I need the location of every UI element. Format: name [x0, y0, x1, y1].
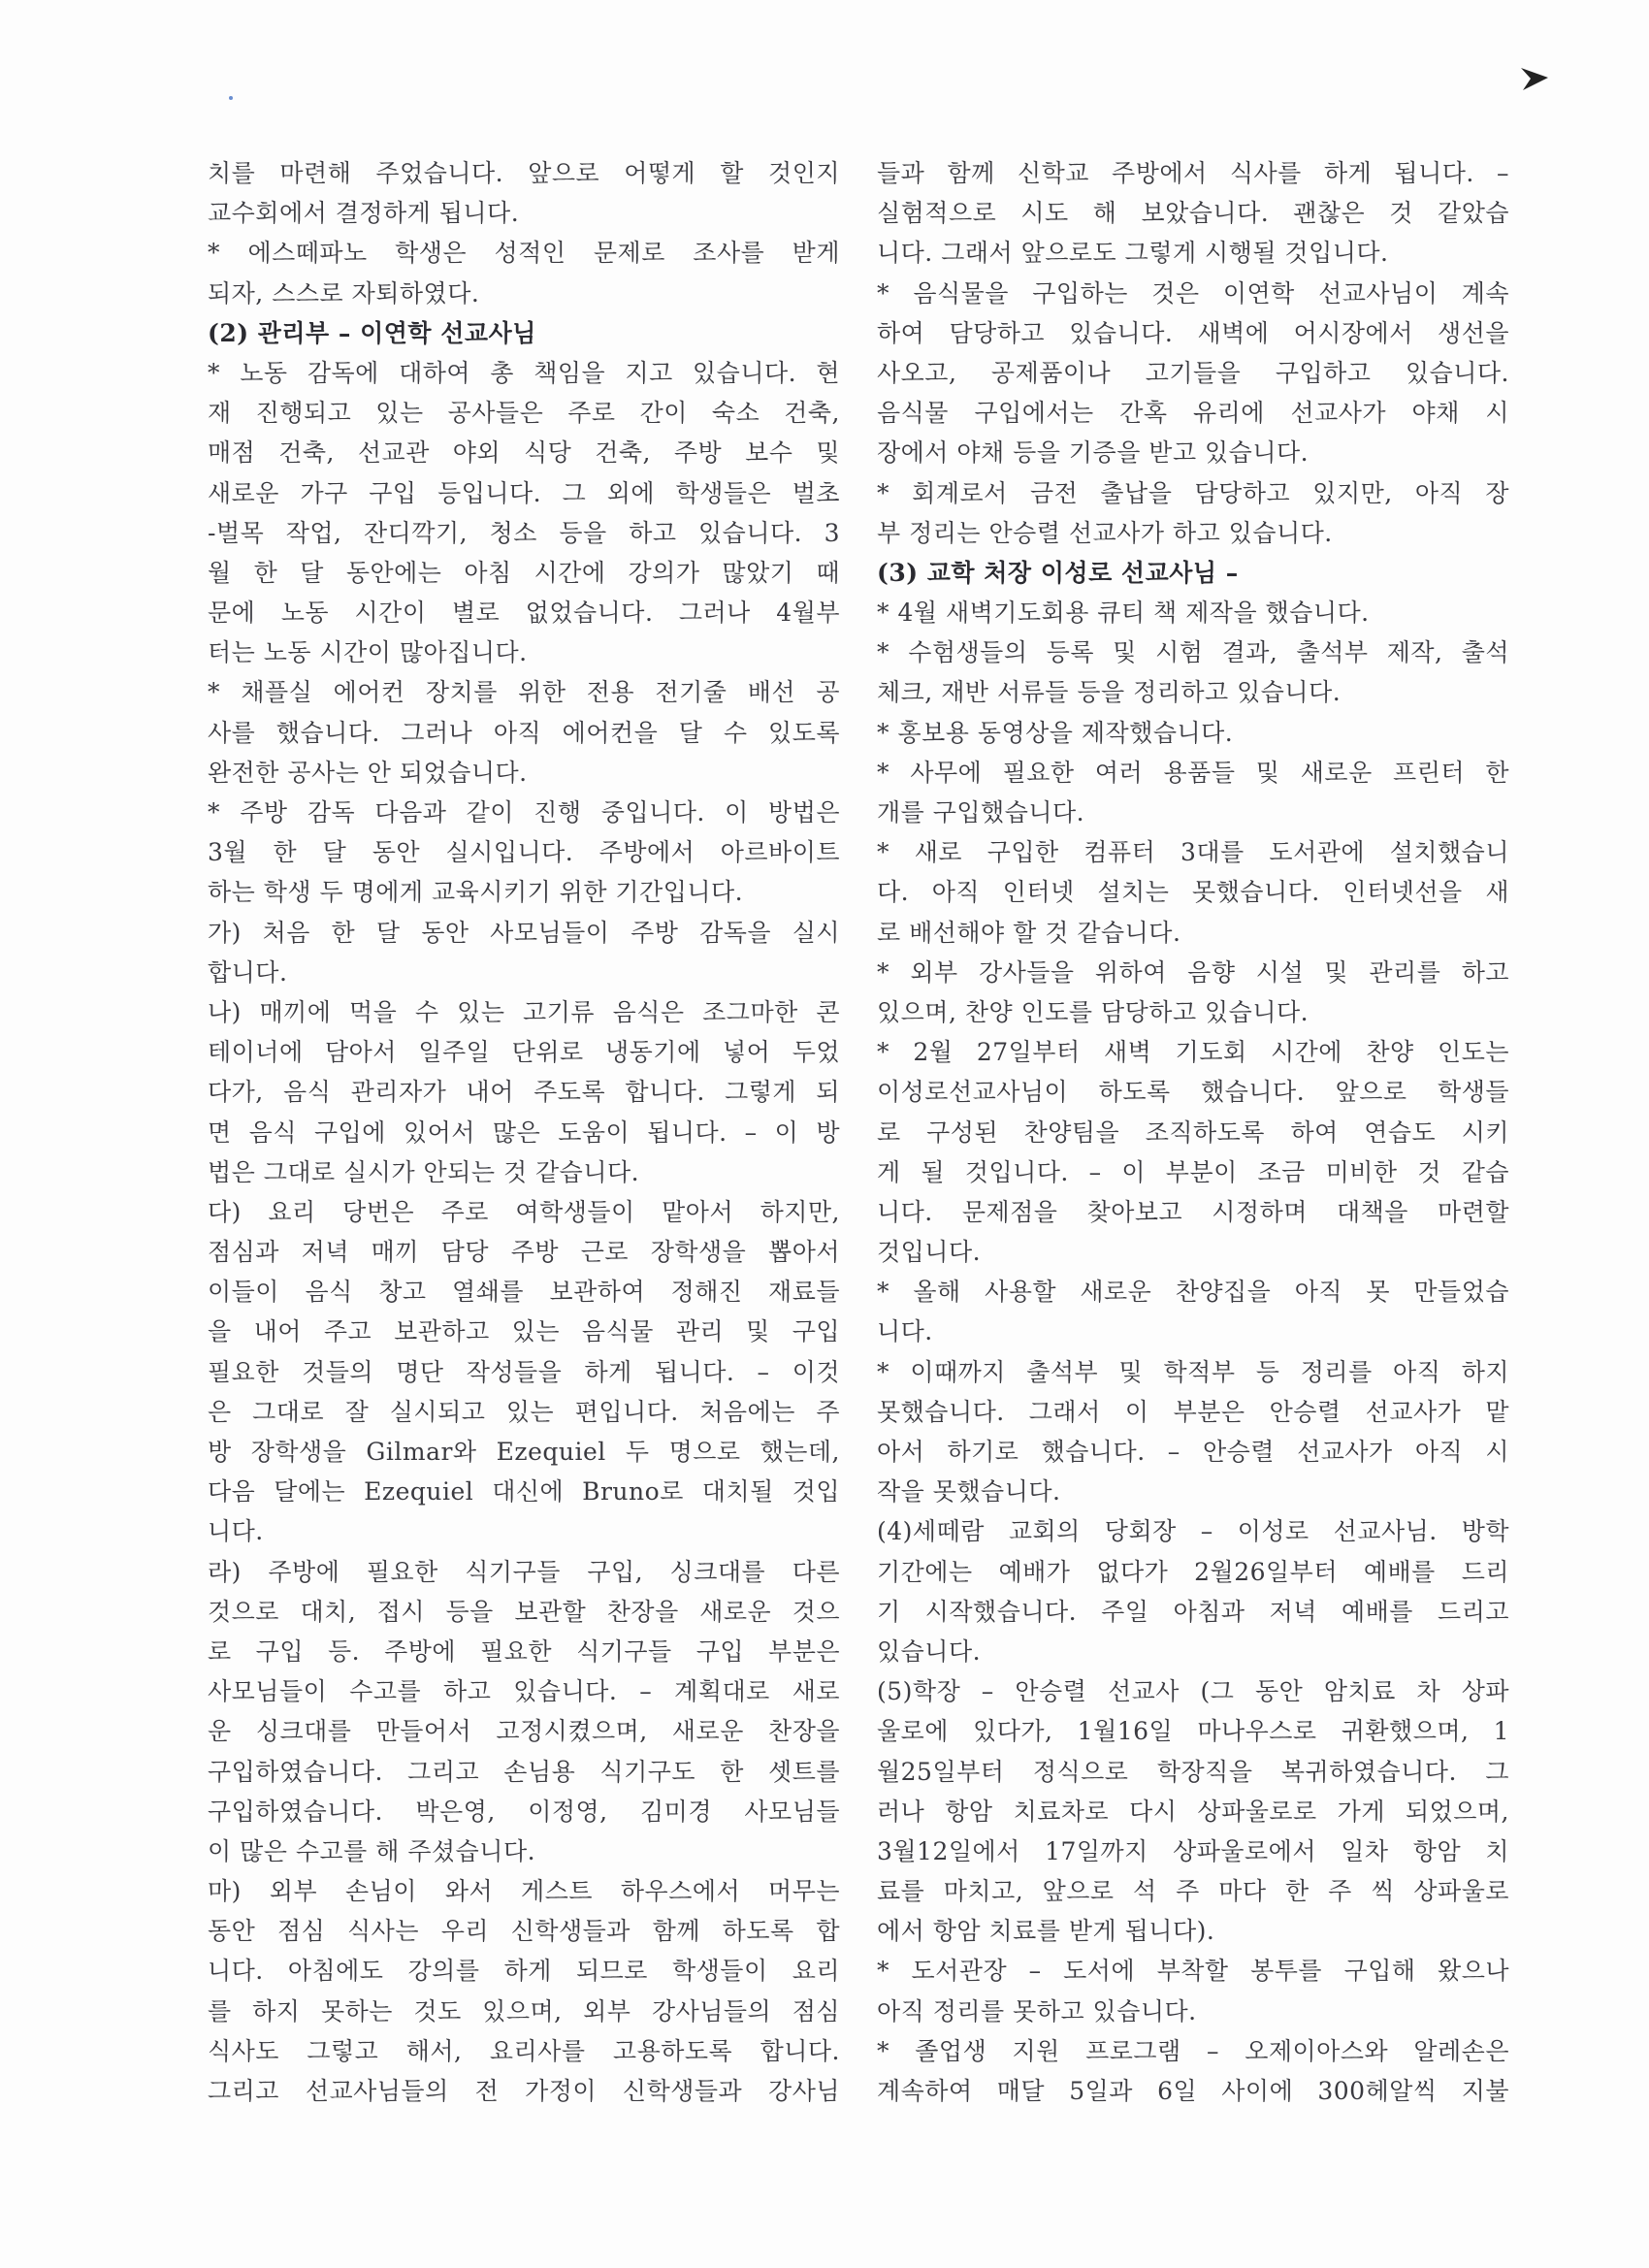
text-line: 그리고 선교사님들의 전 가정이 신학생들과 강사님	[208, 2077, 840, 2105]
text-line: 못했습니다. 그래서 이 부분은 안승렬 선교사가 맡	[877, 1397, 1509, 1426]
text-line: * 홍보용 동영상을 제작했습니다.	[877, 718, 1234, 747]
text-line: 면 음식 구입에 있어서 많은 도움이 됩니다. – 이 방	[208, 1118, 840, 1147]
text-line: 치를 마련해 주었습니다. 앞으로 어떻게 할 것인지	[208, 159, 840, 187]
text-line: 점심과 저녁 매끼 담당 주방 근로 장학생을 뽑아서	[208, 1238, 840, 1267]
text-line: 은 그대로 잘 실시되고 있는 편입니다. 처음에는 주	[208, 1397, 840, 1426]
text-line: * 이때까지 출석부 및 학적부 등 정리를 아직 하지	[877, 1357, 1509, 1386]
text-line: 니다. 아침에도 강의를 하게 되므로 학생들이 요리	[208, 1957, 840, 1986]
text-line: 아서 하기로 했습니다. – 안승렬 선교사가 아직 시	[877, 1438, 1509, 1466]
text-line: 법은 그대로 실시가 안되는 것 같습니다.	[208, 1157, 640, 1186]
text-line: * 노동 감독에 대하여 총 책임을 지고 있습니다. 현	[208, 358, 840, 387]
text-line: * 수험생들의 등록 및 시험 결과, 출석부 제작, 출석	[877, 638, 1509, 667]
text-line: 식사도 그렇고 해서, 요리사를 고용하도록 합니다.	[208, 2036, 840, 2065]
text-line: 니다.	[877, 1317, 933, 1346]
text-line: 음식물 구입에서는 간혹 유리에 선교사가 야채 시	[877, 399, 1509, 428]
text-line: 체크, 재반 서류들 등을 정리하고 있습니다.	[877, 678, 1342, 707]
text-line: 기간에는 예배가 없다가 2월26일부터 예배를 드리	[877, 1557, 1509, 1586]
text-line: 울로에 있다가, 1월16일 마나우스로 귀환했으며, 1	[877, 1717, 1509, 1746]
text-line: 가) 처음 한 달 동안 사모님들이 주방 감독을 실시	[208, 918, 840, 947]
section-heading-line: (3) 교학 처장 이성로 선교사님 –	[877, 558, 1239, 587]
text-line: * 올해 사용할 새로운 찬양집을 아직 못 만들었습	[877, 1278, 1509, 1307]
text-line: 니다. 그래서 앞으로도 그렇게 시행될 것입니다.	[877, 239, 1389, 268]
text-line: 부 정리는 안승렬 선교사가 하고 있습니다.	[877, 518, 1333, 547]
text-line: 을 내어 주고 보관하고 있는 음식물 관리 및 구입	[208, 1317, 840, 1346]
section-heading-line: (2) 관리부 – 이연학 선교사님	[208, 318, 536, 347]
text-line: * 주방 감독 다음과 같이 진행 중입니다. 이 방법은	[208, 798, 840, 826]
text-line: 작을 못했습니다.	[877, 1477, 1061, 1507]
text-line: 게 될 것입니다. – 이 부분이 조금 미비한 것 같습	[877, 1157, 1509, 1186]
text-line: 구입하였습니다. 그리고 손님용 식기구도 한 셋트를	[208, 1757, 840, 1786]
text-line: 있으며, 찬양 인도를 담당하고 있습니다.	[877, 997, 1310, 1026]
text-line: 완전한 공사는 안 되었습니다.	[208, 758, 528, 787]
text-line: * 음식물을 구입하는 것은 이연학 선교사님이 계속	[877, 278, 1509, 308]
text-line: 교수회에서 결정하게 됩니다.	[208, 199, 520, 228]
text-line: 3월 한 달 동안 실시입니다. 주방에서 아르바이트	[208, 838, 840, 867]
text-line: 이 많은 수고를 해 주셨습니다.	[208, 1836, 536, 1865]
text-line: 료를 마치고, 앞으로 석 주 마다 한 주 씩 상파울로	[877, 1877, 1509, 1906]
text-line: 나) 매끼에 먹을 수 있는 고기류 음식은 조그마한 콘	[208, 997, 840, 1026]
text-line: (4)세떼람 교회의 당회장 – 이성로 선교사님. 방학	[877, 1517, 1509, 1546]
text-line: 장에서 야채 등을 기증을 받고 있습니다.	[877, 438, 1310, 468]
text-line: * 에스떼파노 학생은 성적인 문제로 조사를 받게	[208, 239, 840, 268]
text-line: 필요한 것들의 명단 작성들을 하게 됩니다. – 이것	[208, 1357, 840, 1386]
text-line: 다. 아직 인터넷 설치는 못했습니다. 인터넷선을 새	[877, 878, 1509, 907]
left-text-column	[208, 153, 840, 2111]
text-line: 아직 정리를 못하고 있습니다.	[877, 1996, 1197, 2025]
text-line: 구입하였습니다. 박은영, 이정영, 김미경 사모님들	[208, 1797, 840, 1826]
text-line: 를 하지 못하는 것도 있으며, 외부 강사님들의 점심	[208, 1996, 840, 2025]
text-line: 로 구성된 찬양팀을 조직하도록 하여 연습도 시키	[877, 1118, 1509, 1147]
text-line: 다음 달에는 Ezequiel 대신에 Bruno로 대치될 것입	[208, 1477, 840, 1507]
text-line: 것으로 대치, 접시 등을 보관할 찬장을 새로운 것으	[208, 1597, 840, 1626]
text-line: * 채플실 에어컨 장치를 위한 전용 전기줄 배선 공	[208, 678, 840, 707]
text-line: * 외부 강사들을 위하여 음향 시설 및 관리를 하고	[877, 957, 1509, 987]
corner-arrow-mark-icon	[1519, 64, 1552, 93]
text-line: 사오고, 공제품이나 고기들을 구입하고 있습니다.	[877, 358, 1509, 387]
text-line: 테이너에 담아서 일주일 단위로 냉동기에 넣어 두었	[208, 1038, 840, 1067]
text-line: 하는 학생 두 명에게 교육시키기 위한 기간입니다.	[208, 878, 744, 907]
text-line: 월 한 달 동안에는 아침 시간에 강의가 많았기 때	[208, 558, 840, 587]
text-line: * 4월 새벽기도회용 큐티 책 제작을 했습니다.	[877, 599, 1370, 628]
text-line: 사모님들이 수고를 하고 있습니다. – 계획대로 새로	[208, 1677, 840, 1706]
right-text-column	[877, 153, 1509, 2111]
text-line: 있습니다.	[877, 1636, 982, 1666]
text-line: 라) 주방에 필요한 식기구들 구입, 싱크대를 다른	[208, 1557, 840, 1586]
text-line: 방 장학생을 Gilmar와 Ezequiel 두 명으로 했는데,	[208, 1438, 840, 1466]
text-line: 운 싱크대를 만들어서 고정시켰으며, 새로운 찬장을	[208, 1717, 840, 1746]
text-line: * 졸업생 지원 프로그램 – 오제이아스와 알레손은	[877, 2036, 1509, 2065]
text-line: 계속하여 매달 5일과 6일 사이에 300헤알씩 지불	[877, 2077, 1509, 2105]
text-line: 기 시작했습니다. 주일 아침과 저녁 예배를 드리고	[877, 1597, 1509, 1626]
text-line: 마) 외부 손님이 와서 게스트 하우스에서 머무는	[208, 1877, 840, 1906]
text-line: * 회계로서 금전 출납을 담당하고 있지만, 아직 장	[877, 478, 1509, 507]
text-line: * 사무에 필요한 여러 용품들 및 새로운 프린터 한	[877, 758, 1509, 787]
text-line: 사를 했습니다. 그러나 아직 에어컨을 달 수 있도록	[208, 718, 840, 747]
text-line: 니다. 문제점을 찾아보고 시정하며 대책을 마련할	[877, 1197, 1509, 1226]
text-line: * 도서관장 – 도서에 부착할 봉투를 구입해 왔으나	[877, 1957, 1509, 1986]
text-line: 매점 건축, 선교관 야외 식당 건축, 주방 보수 및	[208, 438, 840, 468]
text-line: 동안 점심 식사는 우리 신학생들과 함께 하도록 합	[208, 1917, 840, 1946]
text-line: 개를 구입했습니다.	[877, 798, 1085, 826]
text-line: * 새로 구입한 컴퓨터 3대를 도서관에 설치했습니	[877, 838, 1509, 867]
text-line: 문에 노동 시간이 별로 없었습니다. 그러나 4월부	[208, 599, 840, 628]
text-line: 로 배선해야 할 것 같습니다.	[877, 918, 1181, 947]
text-line: (5)학장 – 안승렬 선교사 (그 동안 암치료 차 상파	[877, 1677, 1509, 1706]
text-line: 되자, 스스로 자퇴하였다.	[208, 278, 480, 308]
scan-speck	[229, 96, 233, 100]
text-line: 새로운 가구 구입 등입니다. 그 외에 학생들은 벌초	[208, 478, 840, 507]
text-line: 이성로선교사님이 하도록 했습니다. 앞으로 학생들	[877, 1078, 1509, 1107]
text-line: 들과 함께 신학교 주방에서 식사를 하게 됩니다. –	[877, 159, 1509, 187]
text-line: 재 진행되고 있는 공사들은 주로 간이 숙소 건축,	[208, 399, 840, 428]
text-line: -벌목 작업, 잔디깍기, 청소 등을 하고 있습니다. 3	[208, 518, 840, 547]
text-line: 합니다.	[208, 957, 288, 987]
text-line: 터는 노동 시간이 많아집니다.	[208, 638, 528, 667]
text-line: 니다.	[208, 1517, 264, 1546]
text-line: * 2월 27일부터 새벽 기도회 시간에 찬양 인도는	[877, 1038, 1509, 1067]
text-line: 것입니다.	[877, 1238, 982, 1267]
text-line: 다가, 음식 관리자가 내어 주도록 합니다. 그렇게 되	[208, 1078, 840, 1107]
text-line: 로 구입 등. 주방에 필요한 식기구들 구입 부분은	[208, 1636, 840, 1666]
text-line: 하여 담당하고 있습니다. 새벽에 어시장에서 생선을	[877, 318, 1509, 347]
text-line: 에서 항암 치료를 받게 됩니다).	[877, 1917, 1215, 1946]
text-line: 러나 항암 치료차로 다시 상파울로로 가게 되었으며,	[877, 1797, 1509, 1826]
text-line: 월25일부터 정식으로 학장직을 복귀하였습니다. 그	[877, 1757, 1509, 1786]
text-line: 이들이 음식 창고 열쇄를 보관하여 정해진 재료들	[208, 1278, 840, 1307]
text-line: 다) 요리 당번은 주로 여학생들이 맡아서 하지만,	[208, 1197, 840, 1226]
text-line: 실험적으로 시도 해 보았습니다. 괜찮은 것 같았습	[877, 199, 1509, 228]
text-line: 3월12일에서 17일까지 상파울로에서 일차 항암 치	[877, 1836, 1509, 1865]
